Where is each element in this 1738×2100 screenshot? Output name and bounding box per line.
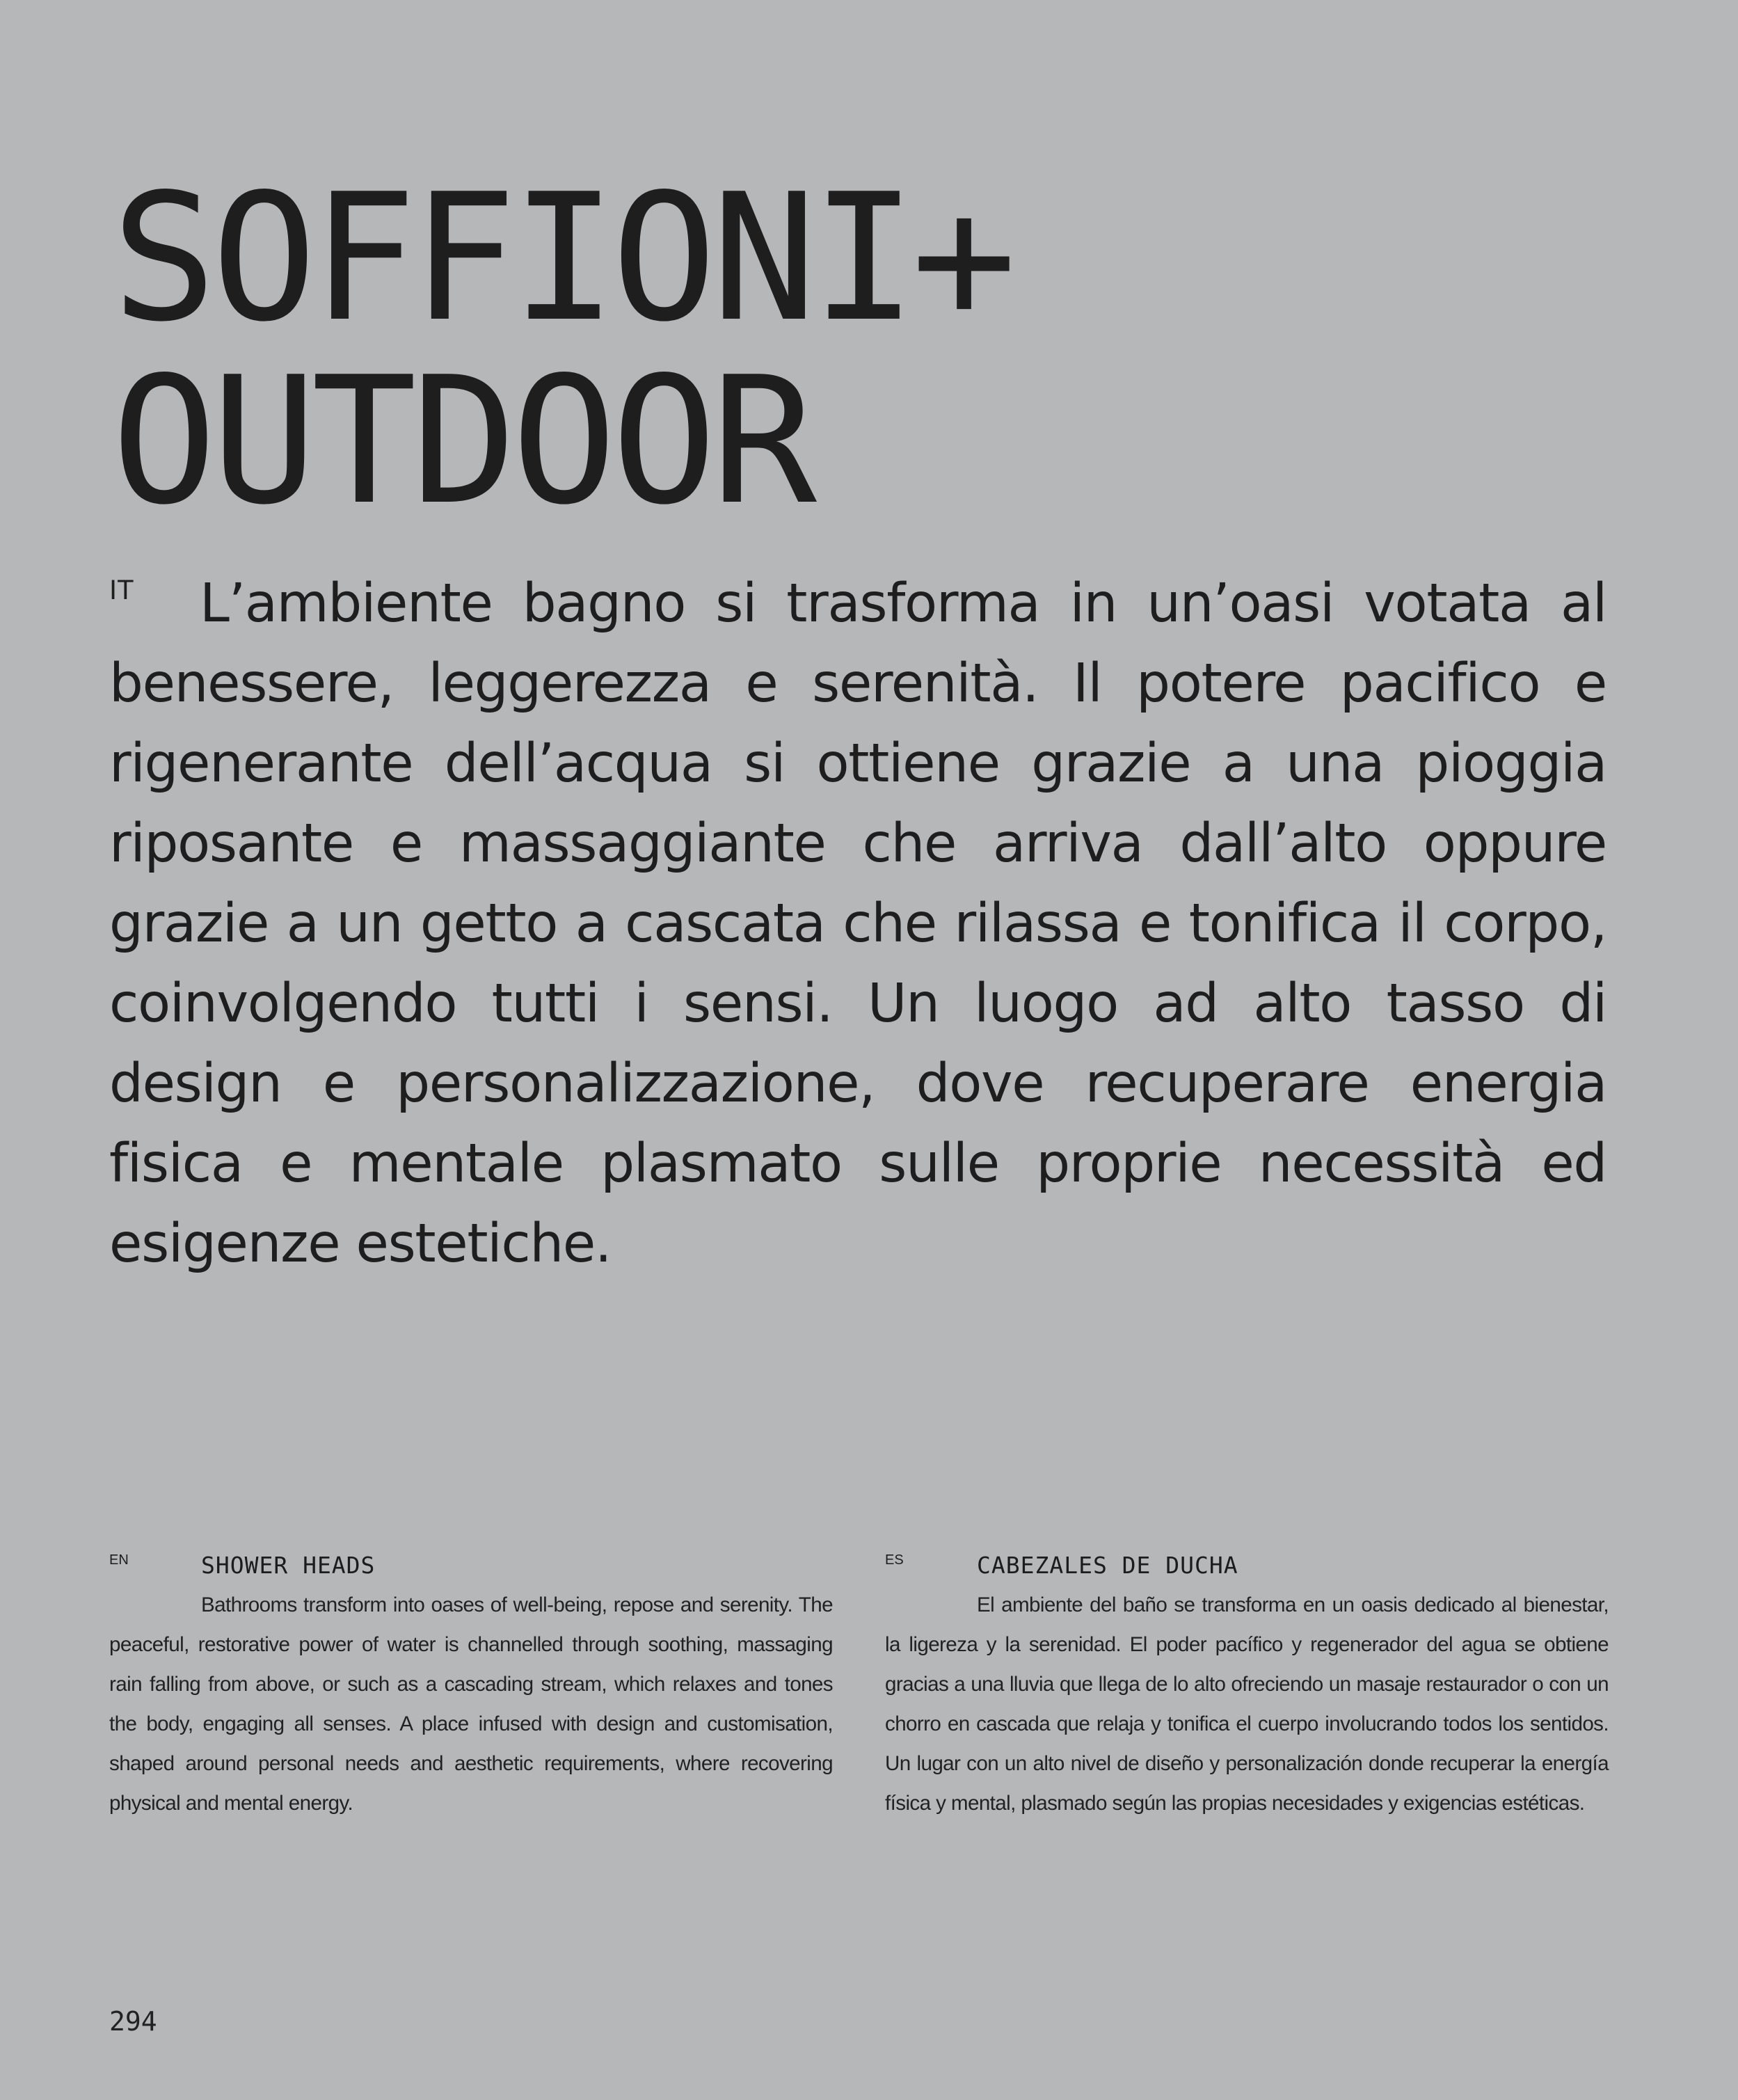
page-title (111, 157, 1012, 543)
spanish-text: El ambiente del baño se transforma en un oasis dedicado al bienestar, la ligereza y la serenidad. El poder pacífico y regenerador del agua se obtiene gracias a una lluvia que llega de lo alto ofreciendo un masaje restaurador o con un chorro en cascada que relaja y tonifica el cuerpo involucrando todos los sentidos. Un lugar con un alto nivel de diseño y personalización donde recuperar la energía física y mental, plasmado según las propias necesidades y exigencias estéticas. (885, 1593, 1609, 1815)
page-number: 294 (109, 2006, 157, 2037)
english-heading: SHOWER HEADS (201, 1552, 376, 1579)
intro-paragraph-it (109, 564, 1607, 1284)
spanish-column (885, 1550, 1609, 1823)
english-column (109, 1550, 833, 1823)
english-language-tag: EN (109, 1552, 129, 1568)
spanish-language-tag: ES (885, 1552, 904, 1568)
intro-language-tag: IT (109, 575, 134, 605)
page-title-line-2: OUTDOOR (111, 340, 812, 543)
english-paragraph (109, 1585, 833, 1823)
spanish-heading: CABEZALES DE DUCHA (977, 1552, 1238, 1579)
english-text: Bathrooms transform into oases of well-being, repose and serenity. The peaceful, restorative power of water is channelled through soothing, massaging rain falling from above, or such as a cascading stream, which relaxes and tones the body, engaging all senses. A place infused with design and customisation, shaped around personal needs and aesthetic requirements, where recovering physical and mental energy. (109, 1593, 833, 1815)
intro-text: L’ambiente bagno si trasforma in un’oasi votata al benessere, leggerezza e serenità. Il potere pacifico e rigenerante dell’acqua si ottiene grazie a una pioggia riposante e massaggiante che arriva dall’alto oppure grazie a un getto a cascata che rilassa e tonifica il corpo, coinvolgendo tutti i sensi. Un luogo ad alto tasso di design e personalizzazione, dove recuperare energia fisica e mentale plasmato sulle proprie necessità ed esigenze estetiche. (109, 573, 1607, 1275)
spanish-paragraph (885, 1585, 1609, 1823)
page-title-line-1: SOFFIONI+ (111, 157, 1012, 360)
